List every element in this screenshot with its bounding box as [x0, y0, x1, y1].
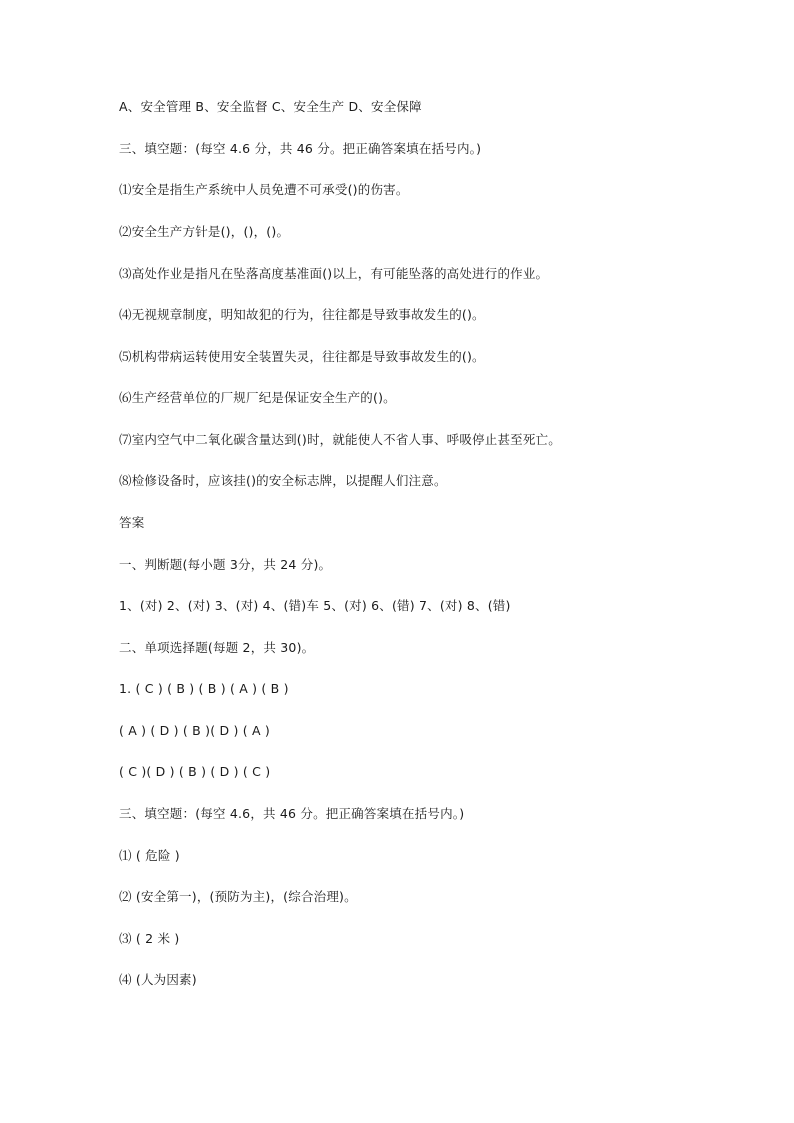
question-2: ⑵安全生产方针是()，()，()。	[119, 224, 290, 239]
answers-judgment-heading: 一、判断题(每小题 3分，共 24 分)。	[119, 557, 332, 572]
question-4: ⑷无视规章制度，明知故犯的行为，往往都是导致事故发生的()。	[119, 307, 485, 322]
answers-fill-heading: 三、填空题：(每空 4.6，共 46 分。把正确答案填在括号内。)	[119, 806, 465, 821]
question-3: ⑶高处作业是指凡在坠落高度基准面()以上，有可能坠落的高处进行的作业。	[119, 266, 549, 281]
answers-judgment: 1、(对) 2、(对) 3、(对) 4、(错)车 5、(对) 6、(错) 7、(对) 8、(错)	[119, 598, 511, 613]
answer-fill-1: ⑴ ( 危险 )	[119, 848, 180, 863]
answers-choice-row-3: ( C )( D ) ( B ) ( D ) ( C )	[119, 764, 271, 779]
fill-blank-section-heading: 三、填空题：(每空 4.6 分，共 46 分。把正确答案填在括号内。)	[119, 141, 482, 156]
answers-heading: 答案	[119, 515, 145, 530]
answers-choice-row-2: ( A ) ( D ) ( B )( D ) ( A )	[119, 723, 270, 738]
question-7: ⑺室内空气中二氧化碳含量达到()时，就能使人不省人事、呼吸停止甚至死亡。	[119, 432, 561, 447]
answer-fill-2: ⑵ (安全第一)，(预防为主)，(综合治理)。	[119, 889, 357, 904]
choice-options-line: A、安全管理 B、安全监督 C、安全生产 D、安全保障	[119, 99, 422, 114]
answer-fill-3: ⑶ ( 2 米 )	[119, 931, 180, 946]
question-6: ⑹生产经营单位的厂规厂纪是保证安全生产的()。	[119, 390, 396, 405]
question-8: ⑻检修设备时，应该挂()的安全标志牌，以提醒人们注意。	[119, 473, 447, 488]
question-5: ⑸机构带病运转使用安全装置失灵，往往都是导致事故发生的()。	[119, 349, 485, 364]
answers-choice-row-1: 1. ( C ) ( B ) ( B ) ( A ) ( B )	[119, 681, 289, 696]
question-1: ⑴安全是指生产系统中人员免遭不可承受()的伤害。	[119, 182, 409, 197]
answers-choice-heading: 二、单项选择题(每题 2，共 30)。	[119, 640, 315, 655]
answer-fill-4: ⑷ (人为因素)	[119, 972, 197, 987]
